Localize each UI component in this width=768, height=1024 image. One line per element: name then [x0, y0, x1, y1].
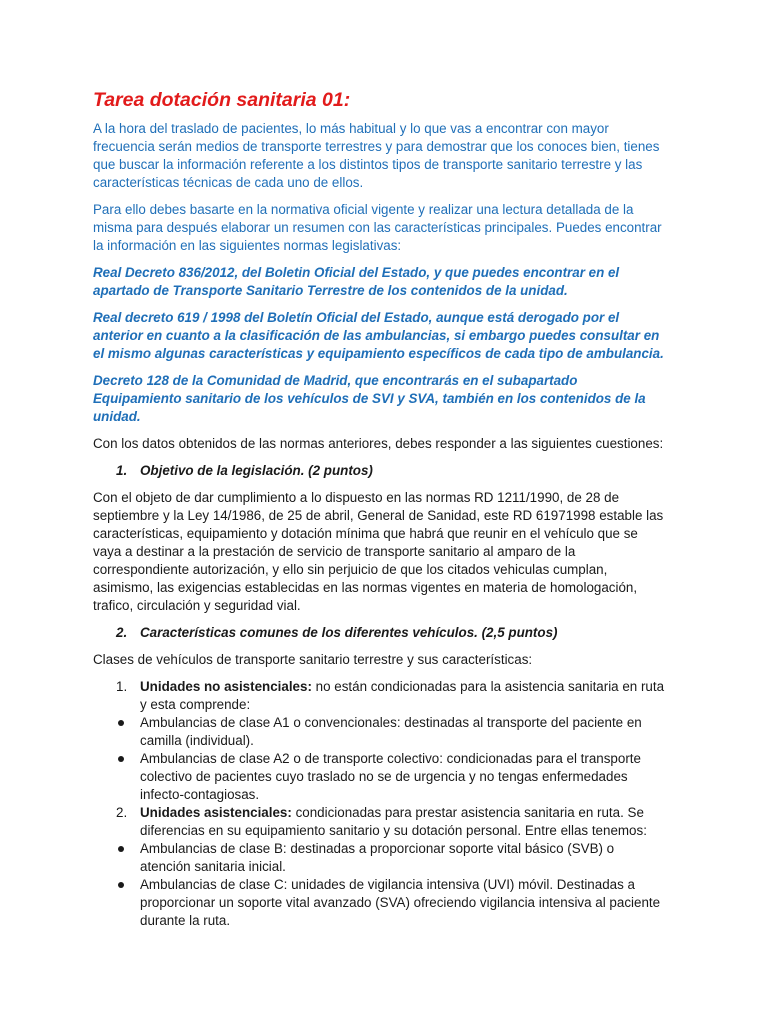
list-item-text: no están condicionadas para la asistencia sanitaria en ruta y esta comprende: — [140, 679, 665, 712]
bullet-icon — [118, 846, 124, 852]
answer-1-paragraph: Con el objeto de dar cumplimiento a lo dispuesto en las normas RD 1211/1990, de 28 de septiembre y la Ley 14/1986, de 25 de abril, General de Sanidad, este RD 61971998 estable las características, equipamiento y dotación mínima que habrá que reunir en el vehículo que se vaya a destinar a la prestación de servicio de transporte sanitario al amparo de la correspondiente autorización, y ello sin perjuicio de que los citados vehiculas cumplan, asimismo, las exigencias establecidas en las normas vigentes en materia de homologación, trafico, circulación y seguridad vial. — [93, 490, 664, 613]
lead-in-paragraph: Con los datos obtenidos de las normas anteriores, debes responder a las siguientes cuestiones: — [93, 436, 664, 451]
list-item-text: Ambulancias de clase B: destinadas a proporcionar soporte vital básico (SVB) o atención sanitaria inicial. — [140, 841, 615, 874]
list-item — [93, 876, 668, 930]
reference-rd-836-2012: Real Decreto 836/2012, del Boletin Oficial del Estado, y que puedes encontrar en el apartado de Transporte Sanitario Terrestre de los contenidos de la unidad. — [93, 265, 620, 298]
reference-rd-619-1998: Real decreto 619 / 1998 del Boletín Oficial del Estado, aunque está derogado por el anterior en cuanto a la clasificación de las ambulancias, si embargo puedes consultar en el mismo algunas características y equipamiento específicos de cada tipo de ambulancia. — [93, 310, 664, 361]
question-2 — [93, 624, 668, 642]
intro-paragraph-1: A la hora del traslado de pacientes, lo más habitual y lo que vas a encontrar con mayor frecuencia serán medios de transporte terrestres y para demostrar que los conoces bien, tienes que buscar la información referente a los distintos tipos de transporte sanitario terrestre y las características técnicas de cada uno de ellos. — [93, 121, 660, 190]
reference-decreto-128: Decreto 128 de la Comunidad de Madrid, que encontrarás en el subapartado Equipamiento sanitario de los vehículos de SVI y SVA, también en los contenidos de la unidad. — [93, 373, 646, 424]
list-item — [93, 804, 668, 840]
bullet-icon — [118, 882, 124, 888]
list-item-text: Ambulancias de clase C: unidades de vigilancia intensiva (UVI) móvil. Destinadas a proporcionar un soporte vital avanzado (SVA) ofreciendo vigilancia intensiva al paciente durante la ruta. — [140, 877, 661, 928]
answer-2-intro: Clases de vehículos de transporte sanitario terrestre y sus características: — [93, 652, 533, 667]
bullet-icon — [118, 720, 124, 726]
list-item-text: Ambulancias de clase A2 o de transporte colectivo: condicionadas para el transporte colectivo de pacientes cuyo traslado no se de urgencia y no tengas enfermedades infecto-contagiosas. — [140, 751, 641, 802]
list-item — [93, 750, 668, 804]
list-item-text: Ambulancias de clase A1 o convencionales: destinadas al transporte del paciente en camilla (individual). — [140, 715, 642, 748]
list-item-number: 2. — [116, 805, 128, 820]
list-item-label: Unidades asistenciales: — [140, 805, 292, 820]
vehicle-class-list — [93, 678, 668, 930]
intro-paragraph-2: Para ello debes basarte en la normativa oficial vigente y realizar una lectura detallada de la misma para después elaborar un resumen con las características principales. Puedes encontrar la información en las siguientes normas legislativas: — [93, 202, 662, 253]
list-item-label: Unidades no asistenciales: — [140, 679, 312, 694]
list-item — [93, 840, 668, 876]
list-item-text: condicionadas para prestar asistencia sanitaria en ruta. Se diferencias en su equipamiento sanitario y su dotación personal. Entre ellas tenemos: — [140, 805, 647, 838]
question-1-number: 1. — [116, 463, 128, 478]
document-title: Tarea dotación sanitaria 01: — [93, 89, 351, 111]
question-2-number: 2. — [116, 625, 128, 640]
list-item — [93, 678, 668, 714]
list-item-number: 1. — [116, 679, 128, 694]
question-2-text: Características comunes de los diferentes vehículos. (2,5 puntos) — [140, 625, 558, 640]
question-1 — [93, 462, 668, 480]
question-1-text: Objetivo de la legislación. (2 puntos) — [140, 463, 373, 478]
list-item — [93, 714, 668, 750]
bullet-icon — [118, 756, 124, 762]
